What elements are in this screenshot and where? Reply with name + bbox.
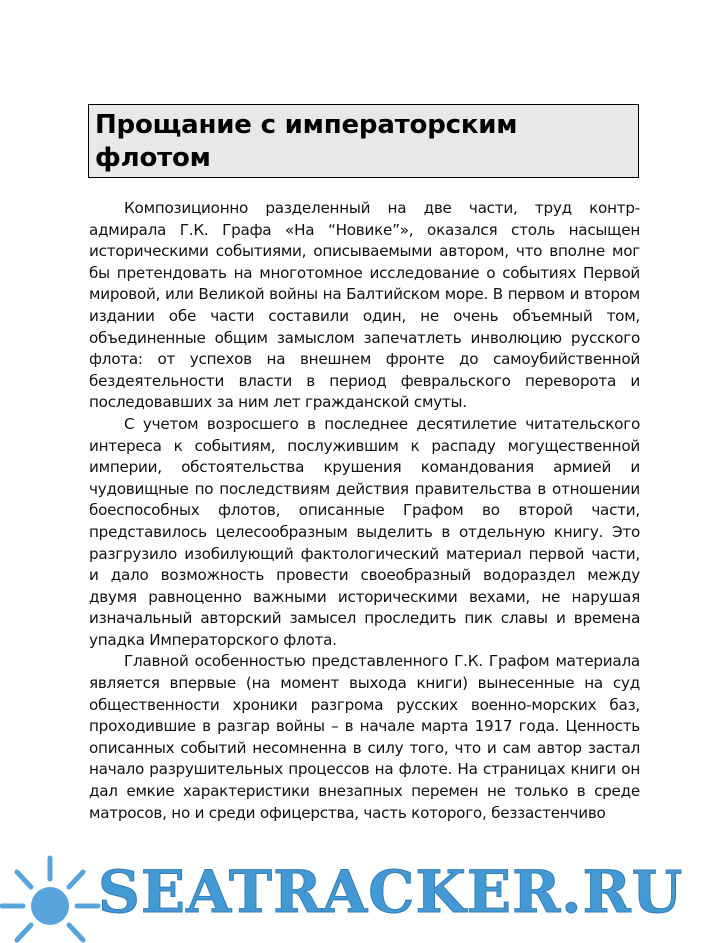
paragraph-1: Композиционно разделенный на две части, труд контр-адмирала Г.К. Графа «На “Новике”», оказался столь насыщен историческими событиями, описываемыми автором, что вполне мог бы претендовать на многотомное исследование о событиях Первой мировой, или Великой войны на Балтийском море. В первом и втором издании обе части составили один, не очень объемный том, объединенные общим замыслом запечатлеть инволюцию русского флота: от успехов на внешнем фронте до самоубийственной бездеятельности власти в период февральского переворота и последовавших за ним лет гражданской смуты. <box>89 199 640 412</box>
chapter-title: Прощание с императорским флотом <box>95 110 518 173</box>
sun-icon <box>2 858 98 940</box>
paragraph-2: С учетом возросшего в последнее десятилетие читательского интереса к событиям, послужившим к распаду могущественной империи, обстоятельства крушения командования армией и чудовищные по последствиям действия правительства в отношении боеспособных флотов, описанные Графом во второй части, представилось целесообразным выделить в отдельную книгу. Это разгрузило изобилующий фактологический материал первой части, и дало возможность провести своеобразный водораздел между двумя равноценно важными историческими вехами, не нарушая изначальный авторский замысел проследить пик славы и времена упадка Императорского флота. <box>89 414 640 649</box>
watermark-text: SEATRACKER.RU <box>98 858 684 926</box>
chapter-title-box <box>88 104 639 178</box>
body-text <box>89 198 640 824</box>
paragraph-3: Главной особенностью представленного Г.К. Графом материала является впервые (на момент выхода книги) вынесенные на суд общественности хроники разгрома русских военно-морских баз, проходившие в разгар войны – в начале марта 1917 года. Ценность описанных событий несомненна в силу того, что и сам автор застал начало разрушительных процессов на флоте. На страницах книги он дал емкие характеристики внезапных перемен не только в среде матросов, но и среди офицерства, часть которого, беззастенчиво <box>89 652 640 822</box>
